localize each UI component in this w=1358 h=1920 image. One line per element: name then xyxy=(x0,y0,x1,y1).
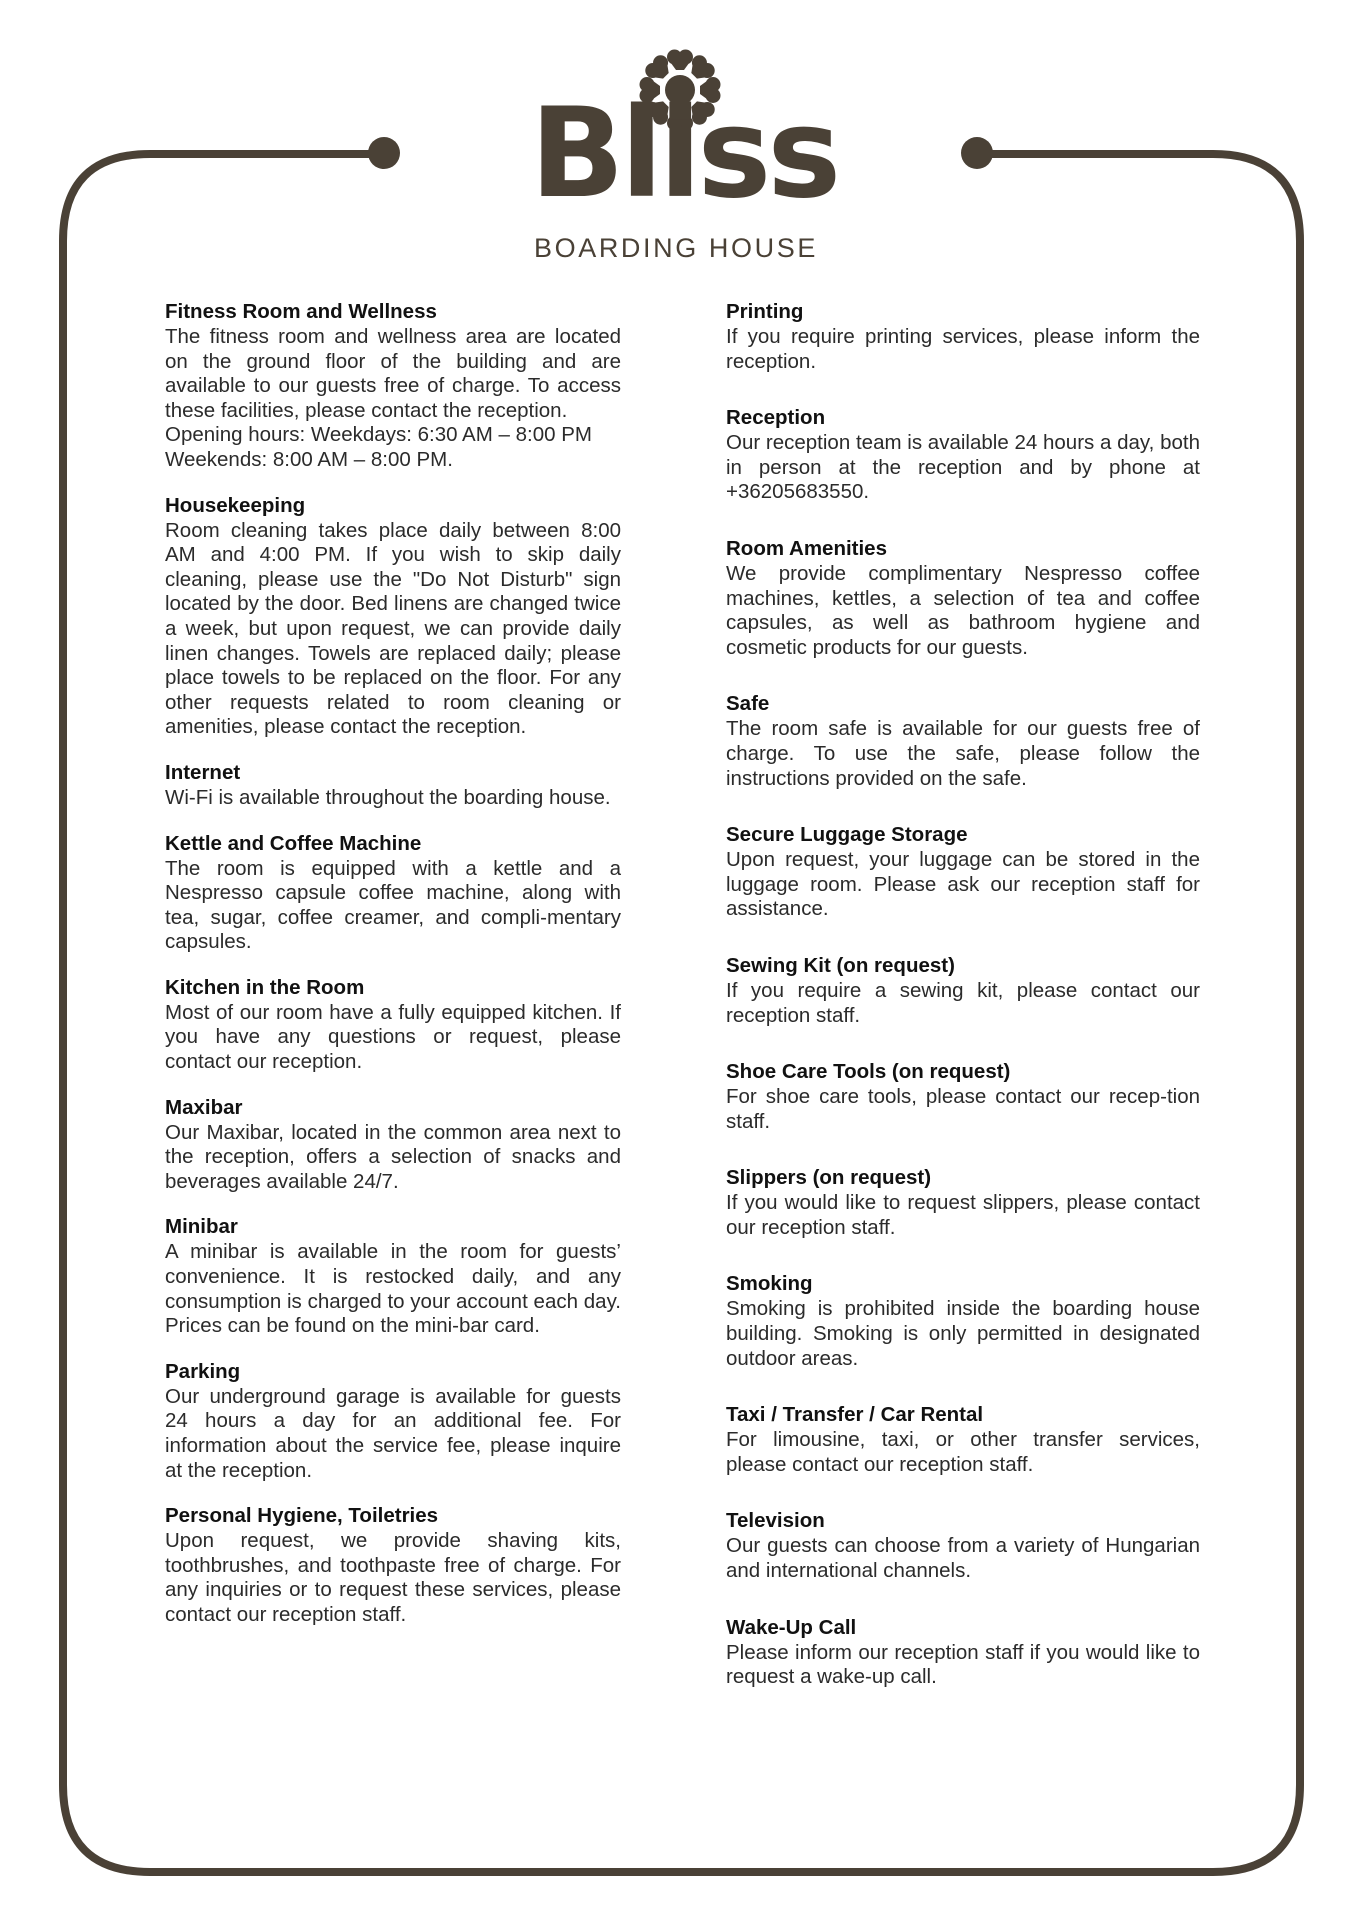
section-body: Wi-Fi is available throughout the boarding house. xyxy=(165,785,611,809)
section-title: Maxibar xyxy=(165,1095,243,1119)
section-title: Television xyxy=(726,1509,825,1533)
section-body: Our underground garage is available for guests 24 hours a day for an additional fee. For information about the service fee, please inquire at the reception. xyxy=(165,1384,621,1482)
section-title: Smoking xyxy=(726,1272,813,1296)
section-title: Parking xyxy=(165,1359,241,1383)
section-kitchen xyxy=(165,974,621,1075)
section-minibar xyxy=(165,1213,621,1338)
section-body: If you would like to request slippers, please contact our reception staff. xyxy=(726,1191,1200,1239)
section-title: Room Amenities xyxy=(726,536,887,560)
section-taxi xyxy=(726,1401,1200,1477)
section-body: The room is equipped with a kettle and a Nespresso capsule coffee machine, along with tea, sugar, coffee creamer, and compli-mentary capsules. xyxy=(165,856,621,954)
section-body: Our guests can choose from a variety of Hungarian and international channels. xyxy=(726,1534,1200,1583)
section-title: Secure Luggage Storage xyxy=(726,823,968,847)
section-smoking xyxy=(726,1270,1200,1371)
brand-logo xyxy=(520,40,860,270)
section-body: We provide complimentary Nespresso coffee machines, kettles, a selection of tea and coffee capsules, as well as bathroom hygiene and cosmetic products for our guests. xyxy=(726,561,1200,659)
section-room-amenities xyxy=(726,535,1200,660)
right-column xyxy=(726,298,1200,1690)
section-title: Reception xyxy=(726,406,826,430)
section-body: The room safe is available for our guests free of charge. To use the safe, please follow the instructions provided on the safe. xyxy=(726,717,1200,790)
section-maxibar xyxy=(165,1094,621,1195)
section-title: Internet xyxy=(165,760,241,784)
section-body: A minibar is available in the room for guests’ convenience. It is restocked daily, and any consumption is charged to your account each day. Prices can be found on the mini-bar card. xyxy=(165,1240,621,1338)
section-body: Most of our room have a fully equipped kitchen. If you have any questions or request, please contact our reception. xyxy=(165,1000,621,1074)
brand-name: Bliss xyxy=(530,82,838,226)
section-title: Safe xyxy=(726,692,770,716)
section-title: Minibar xyxy=(165,1215,238,1239)
section-body: Our Maxibar, located in the common area next to the reception, offers a selection of snacks and beverages available 24/7. xyxy=(165,1120,621,1193)
frame-dot-right xyxy=(961,137,993,169)
section-wake-up-call xyxy=(726,1614,1200,1690)
section-title: Printing xyxy=(726,300,804,323)
section-body: For limousine, taxi, or other transfer services, please contact our reception staff. xyxy=(726,1428,1200,1476)
section-reception xyxy=(726,404,1200,505)
section-title: Wake-Up Call xyxy=(726,1615,857,1639)
opening-hours: Opening hours: Weekdays: 6:30 AM – 8:00 PM Weekends: 8:00 AM – 8:00 PM. xyxy=(165,423,592,471)
frame-dot-left xyxy=(368,137,400,169)
section-body: If you require printing services, please inform the reception. xyxy=(726,325,1200,373)
section-internet xyxy=(165,759,621,811)
section-body: Upon request, your luggage can be stored in the luggage room. Please ask our reception staff for assistance. xyxy=(726,848,1200,921)
section-title: Housekeeping xyxy=(165,493,306,517)
section-title: Shoe Care Tools (on request) xyxy=(726,1060,1011,1084)
section-parking xyxy=(165,1358,621,1483)
section-body: Room cleaning takes place daily between 8:00 AM and 4:00 PM. If you wish to skip daily cleaning, please use the "Do Not Disturb" sign located by the door. Bed linens are changed twice a week, but upon request, we can provide daily linen changes. Towels are replaced daily; please place towels to be replaced on the floor. For any other requests related to room cleaning or amenities, please contact the reception. xyxy=(165,518,621,739)
section-fitness xyxy=(165,298,621,473)
section-slippers xyxy=(726,1164,1200,1240)
section-title: Fitness Room and Wellness xyxy=(165,300,437,323)
section-body: For shoe care tools, please contact our recep-tion staff. xyxy=(726,1085,1200,1133)
section-title: Kitchen in the Room xyxy=(165,975,365,999)
section-title: Sewing Kit (on request) xyxy=(726,953,955,977)
section-shoe-care xyxy=(726,1058,1200,1134)
section-title: Slippers (on request) xyxy=(726,1166,932,1190)
section-body: If you require a sewing kit, please contact our reception staff. xyxy=(726,978,1200,1027)
section-kettle xyxy=(165,830,621,955)
brand-subtitle: BOARDING HOUSE xyxy=(534,233,818,263)
section-safe xyxy=(726,690,1200,791)
section-title: Taxi / Transfer / Car Rental xyxy=(726,1403,984,1427)
section-title: Kettle and Coffee Machine xyxy=(165,831,422,855)
section-title: Personal Hygiene, Toiletries xyxy=(165,1504,439,1528)
section-body: The fitness room and wellness area are located on the ground floor of the building and are available to our guests free of charge. To access these facilities, please contact the reception. xyxy=(165,325,621,422)
section-body: Our reception team is available 24 hours a day, both in person at the reception and by phone at +36205683550. xyxy=(726,431,1200,504)
section-body: Upon request, we provide shaving kits, toothbrushes, and toothpaste free of charge. For any inquiries or to request these services, please contact our reception staff. xyxy=(165,1529,621,1626)
section-housekeeping xyxy=(165,492,621,740)
section-television xyxy=(726,1507,1200,1583)
section-sewing-kit xyxy=(726,952,1200,1028)
section-body: Smoking is prohibited inside the boarding house building. Smoking is only permitted in designated outdoor areas. xyxy=(726,1297,1200,1370)
left-column xyxy=(165,298,621,1628)
section-luggage xyxy=(726,821,1200,922)
section-body: Please inform our reception staff if you would like to request a wake-up call. xyxy=(726,1640,1200,1689)
section-printing xyxy=(726,298,1200,374)
section-hygiene xyxy=(165,1502,621,1627)
